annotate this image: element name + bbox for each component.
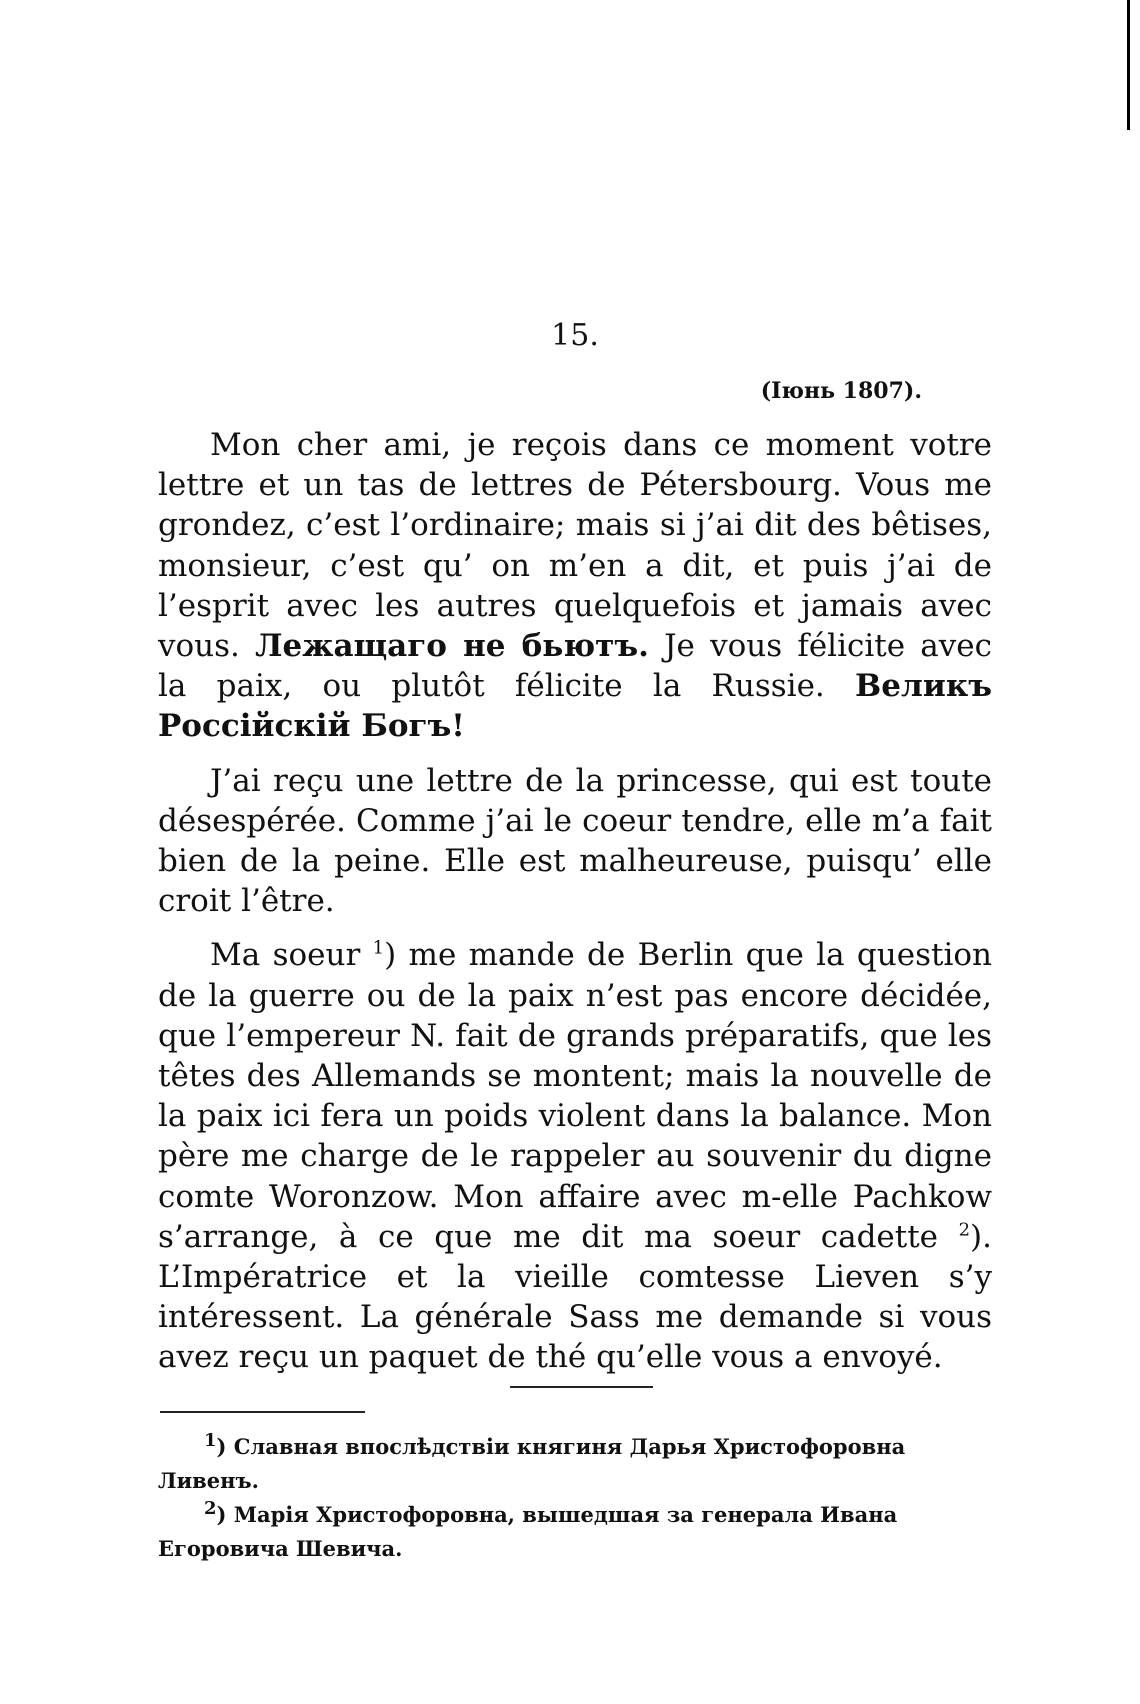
footnote-ref-2: 2	[958, 1219, 971, 1241]
russian-exclamation: Великъ Россійскій Богъ!	[158, 668, 992, 745]
footnote-1-text: ) Славная впослѣдствіи княгиня Дарья Христофоровна Ливенъ.	[158, 1434, 906, 1493]
russian-proverb: Лежащаго не бьютъ.	[255, 628, 649, 665]
footnote-1	[158, 1430, 1000, 1498]
footnote-2-text: ) Марія Христофоровна, вышедшая за генерала Ивана Егоровича Шевича.	[158, 1502, 898, 1561]
letter-number: 15.	[551, 318, 599, 353]
paragraph-1	[158, 425, 992, 747]
paragraph-1-text: Mon cher ami, je reçois dans ce moment votre lettre et un tas de lettres de Pétersbourg. Vous me grondez, c’est l’ordinaire; mais si j’ai dit des bêtises, monsieur, c’est qu’ on m’en a dit, et puis j’ai de l’esprit avec les autres quelquefois et jamais avec vous.	[158, 427, 992, 665]
footnote-ref-1: 1	[372, 938, 385, 960]
paragraph-3-text-b: ) me mande de Berlin que la question de la guerre ou de la paix n’est pas encore décidée, que l’empereur N. fait de grands préparatifs, que les têtes des Allemands se montent; mais la nouvelle de la paix ici fera un poids violent dans la balance. Mon père me charge de le rappeler au souvenir du digne comte Woronzow. Mon affaire avec m-elle Pachkow s’arrange, à ce que me dit ma soeur cadette	[158, 937, 992, 1255]
letter-body	[158, 425, 992, 1392]
page-edge-rule	[1127, 0, 1130, 130]
footnote-2	[158, 1498, 1000, 1566]
letter-date: (Іюнь 1807).	[760, 378, 922, 404]
paragraph-3-text-c: ). L’Impératrice et la vieille comtesse Lieven s’y intéressent. La générale Sass me demande si vous avez reçu un paquet de thé qu’elle vous a envoyé.	[158, 1218, 992, 1376]
paragraph-3-text-a: Ma soeur	[210, 937, 373, 974]
footnote-1-mark: 1	[204, 1430, 217, 1451]
footnotes	[158, 1430, 1000, 1566]
paragraph-2: J’ai reçu une lettre de la princesse, qui est toute désespérée. Comme j’ai le coeur tendre, elle m’a fait bien de la peine. Elle est malheureuse, puisqu’ elle croit l’être.	[158, 762, 992, 920]
paragraph-3	[158, 935, 992, 1377]
footnote-2-mark: 2	[204, 1498, 217, 1519]
footnote-divider	[160, 1411, 365, 1413]
paragraph-1-text-2: Je vous félicite avec la paix, ou plutôt félicite la Russie.	[158, 628, 992, 705]
section-divider	[510, 1386, 653, 1388]
